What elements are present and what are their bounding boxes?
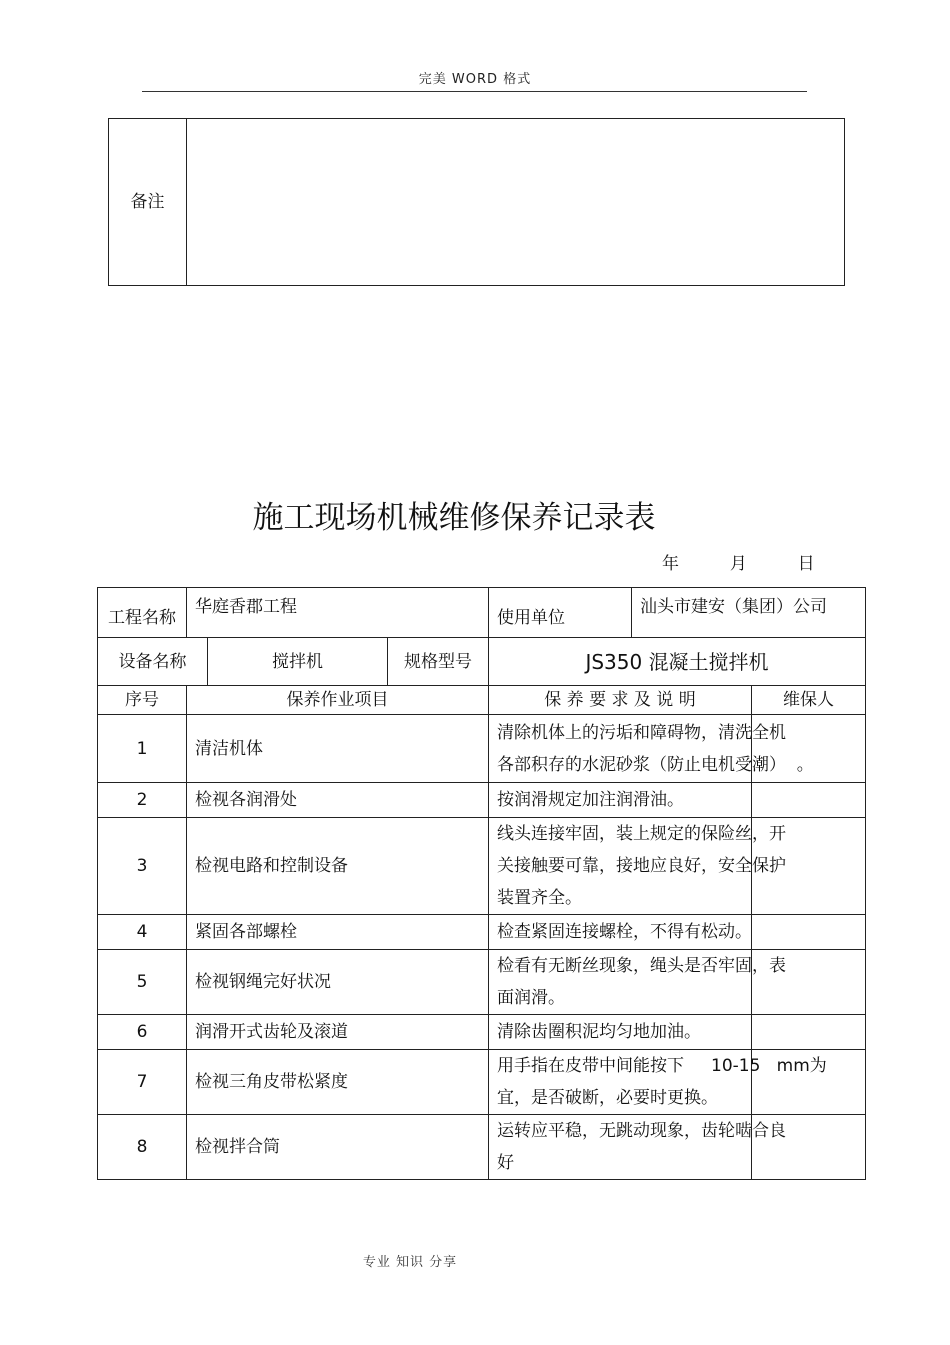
row-requirement xyxy=(489,715,814,783)
row-item: 清洁机体 xyxy=(187,715,489,783)
row-maintainer xyxy=(752,1015,866,1050)
row-maintainer xyxy=(752,783,866,818)
row-item: 检视三角皮带松紧度 xyxy=(187,1050,489,1115)
col-req: 保 养 要 求 及 说 明 xyxy=(489,686,752,715)
table-row xyxy=(98,783,866,818)
row-seq: 4 xyxy=(98,915,187,950)
requirement-line: 装置齐全。 xyxy=(497,888,582,908)
date-year: 年 xyxy=(662,554,679,574)
equipment-label: 设备名称 xyxy=(98,638,208,686)
table-row xyxy=(98,818,866,915)
requirement-line: 用手指在皮带中间能按下 10-15 mm为 xyxy=(497,1056,827,1076)
requirement-line: 好 xyxy=(497,1153,514,1173)
row-requirement xyxy=(489,783,752,818)
requirement-line: 线头连接牢固，装上规定的保险丝，开 xyxy=(497,824,786,844)
project-label: 工程名称 xyxy=(98,588,187,638)
row-item: 检视电路和控制设备 xyxy=(187,818,489,915)
table-row xyxy=(98,715,866,783)
table-row xyxy=(98,915,866,950)
model-value: JS350 混凝土搅拌机 xyxy=(489,638,866,686)
remarks-content xyxy=(187,119,845,286)
table-row xyxy=(98,1050,866,1115)
equipment-value: 搅拌机 xyxy=(208,638,388,686)
row-seq: 6 xyxy=(98,1015,187,1050)
date-day: 日 xyxy=(797,554,815,574)
requirement-line: 运转应平稳，无跳动现象，齿轮啮合良 xyxy=(497,1121,786,1141)
row-seq: 7 xyxy=(98,1050,187,1115)
requirement-line: 检查紧固连接螺栓，不得有松动。 xyxy=(497,922,752,942)
project-row xyxy=(98,588,866,638)
col-person: 维保人 xyxy=(752,686,866,715)
row-maintainer xyxy=(752,915,866,950)
unit-value: 汕头市建安（集团）公司 xyxy=(632,588,866,638)
remarks-table xyxy=(108,118,845,286)
row-item: 润滑开式齿轮及滚道 xyxy=(187,1015,489,1050)
maintenance-table xyxy=(97,587,866,1180)
requirement-line: 清除机体上的污垢和障碍物，清洗全机 xyxy=(497,722,786,743)
row-requirement xyxy=(489,818,786,915)
row-seq: 3 xyxy=(98,818,187,915)
row-requirement xyxy=(489,1050,827,1115)
page-footer: 专业 知识 分享 xyxy=(362,1255,458,1270)
row-requirement xyxy=(489,1015,752,1050)
equipment-row xyxy=(98,638,866,686)
requirement-line: 关接触要可靠，接地应良好，安全保护 xyxy=(497,856,786,876)
requirement-line: 面润滑。 xyxy=(497,988,565,1008)
row-seq: 1 xyxy=(98,715,187,783)
page-title: 施工现场机械维修保养记录表 xyxy=(252,500,656,536)
row-item: 紧固各部螺栓 xyxy=(187,915,489,950)
unit-label: 使用单位 xyxy=(489,588,632,638)
row-seq: 5 xyxy=(98,950,187,1015)
header-rule xyxy=(142,91,807,92)
column-header-row xyxy=(98,686,866,715)
row-requirement xyxy=(489,950,786,1015)
row-item: 检视拌合筒 xyxy=(187,1115,489,1180)
page-header: 完美 WORD 格式 xyxy=(418,72,532,87)
remarks-label: 备注 xyxy=(109,119,187,286)
table-row xyxy=(98,1115,866,1180)
date-month: 月 xyxy=(729,554,747,574)
table-row xyxy=(98,950,866,1015)
requirement-line: 按润滑规定加注润滑油。 xyxy=(497,790,684,810)
row-seq: 8 xyxy=(98,1115,187,1180)
project-value: 华庭香郡工程 xyxy=(187,588,489,638)
row-item: 检视各润滑处 xyxy=(187,783,489,818)
date-line xyxy=(662,549,815,574)
requirement-line: 宜，是否破断，必要时更换。 xyxy=(497,1088,718,1108)
table-row xyxy=(98,1015,866,1050)
row-seq: 2 xyxy=(98,783,187,818)
col-seq: 序号 xyxy=(98,686,187,715)
requirement-line: 清除齿圈积泥均匀地加油。 xyxy=(497,1022,701,1042)
requirement-line: 各部积存的水泥砂浆（防止电机受潮） 。 xyxy=(497,754,814,775)
row-item: 检视钢绳完好状况 xyxy=(187,950,489,1015)
model-label: 规格型号 xyxy=(388,638,489,686)
col-item: 保养作业项目 xyxy=(187,686,489,715)
row-requirement xyxy=(489,1115,786,1180)
row-requirement xyxy=(489,915,752,950)
requirement-line: 检看有无断丝现象，绳头是否牢固，表 xyxy=(497,956,786,976)
